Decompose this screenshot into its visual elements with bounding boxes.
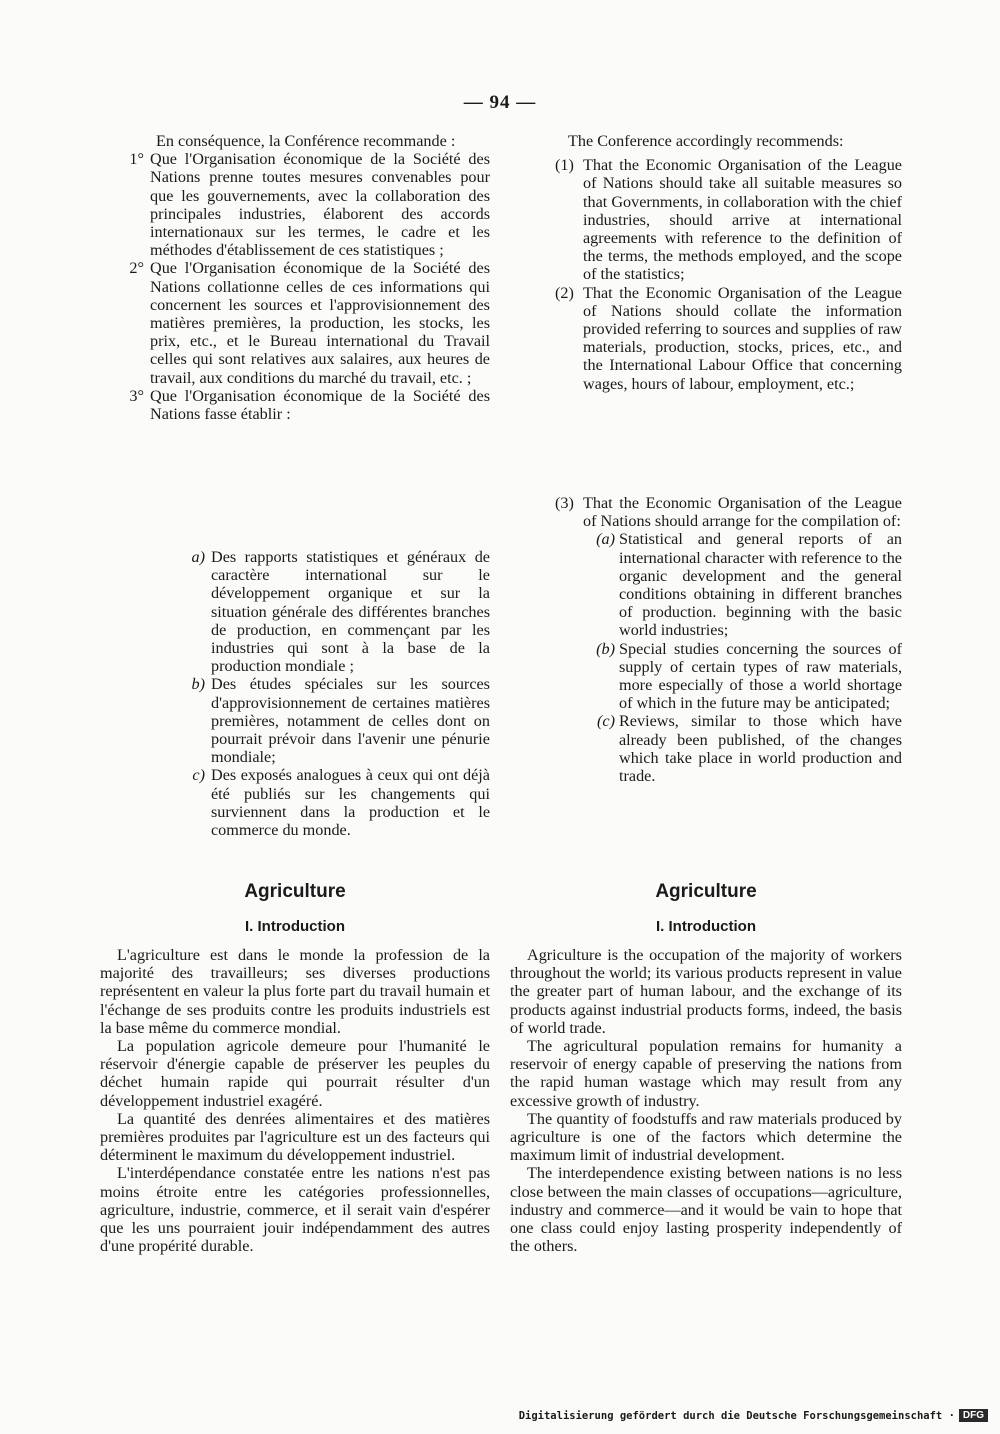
en-item-1 bbox=[510, 156, 902, 283]
fr-item-2 bbox=[100, 259, 490, 386]
en-section-heading: Agriculture bbox=[655, 881, 757, 902]
en-subitem-a bbox=[583, 530, 902, 639]
en-section-subheading: I. Introduction bbox=[656, 918, 756, 935]
fr-section-heading: Agriculture bbox=[244, 881, 346, 902]
en-paragraph: The quantity of foodstuffs and raw materials produced by agriculture is one of the factors which determine the maximum limit of industrial development. bbox=[510, 1109, 902, 1165]
fr-intro: En conséquence, la Conférence recommande : bbox=[156, 132, 456, 150]
fr-subitem-c bbox=[100, 766, 490, 839]
fr-item-text: Que l'Organisation économique de la Société des Nations prenne toutes mesures convenables pour que les gouvernements, avec la collaboration des principales industries, élaborent des accords internationaux sur les termes, le cadre et les méthodes d'établissement de ces statistiques ; bbox=[150, 150, 490, 260]
french-subitems bbox=[100, 548, 490, 839]
en-subitem-c bbox=[583, 712, 902, 785]
en-item-text: That the Economic Organisation of the League of Nations should arrange for the compilation of: bbox=[583, 494, 902, 531]
dfg-logo: DFG bbox=[959, 1409, 988, 1422]
fr-subitem-b bbox=[100, 675, 490, 766]
en-subitem-b bbox=[583, 640, 902, 713]
en-subitems bbox=[510, 530, 902, 785]
fr-item-text: Que l'Organisation économique de la Société des Nations fasse établir : bbox=[150, 386, 490, 424]
en-subitem-label: (c) bbox=[597, 712, 615, 731]
en-agriculture-text bbox=[510, 946, 902, 1255]
en-subitem-label: (a) bbox=[596, 530, 615, 549]
fr-paragraph: La quantité des denrées alimentaires et des matières premières produites par l'agriculture est un des facteurs qui déterminent le maximum du développement industriel. bbox=[100, 1109, 490, 1165]
fr-subitem-text: Des études spéciales sur les sources d'approvisionnement de certaines matières premières, notamment de celles dont on pourrait prévoir dans l'avenir une pénurie mondiale; bbox=[211, 675, 490, 767]
en-paragraph: The agricultural population remains for humanity a reservoir of energy capable of preserving the nations from the rapid human wastage which may result from any excessive growth of industry. bbox=[510, 1037, 902, 1110]
fr-item-3 bbox=[100, 387, 490, 423]
en-subitem-label: (b) bbox=[596, 639, 615, 658]
french-recommendations bbox=[100, 132, 490, 423]
en-item-2 bbox=[510, 284, 902, 393]
en-item-number: (2) bbox=[555, 283, 574, 302]
fr-paragraph: L'agriculture est dans le monde la profession de la majorité des travailleurs; ses diverses productions représentent en valeur la plus forte part du travail humain et l'échange de ses produits contre les produits industriels est la base même du commerce mondial. bbox=[100, 946, 490, 1037]
fr-subitem-a bbox=[100, 548, 490, 675]
fr-agriculture-text bbox=[100, 946, 490, 1255]
en-paragraph: Agriculture is the occupation of the majority of workers throughout the world; its various products represent in value the greater part of human labour, and the exchange of its products against industrial products forms, indeed, the basis of world trade. bbox=[510, 946, 902, 1037]
en-item-text: That the Economic Organisation of the League of Nations should collate the information provided referring to sources and supplies of raw materials, production, stocks, prices, etc., and the International Labour Office that concerning wages, hours of labour, employment, etc.; bbox=[583, 283, 902, 393]
page-number: — 94 — bbox=[463, 92, 537, 113]
fr-item-number: 1° bbox=[129, 150, 144, 169]
fr-subitem-text: Des rapports statistiques et généraux de caractère international sur le développement organique et sur la situation générale des différentes branches de production, en commençant par les industries qui sont à la base de la production mondiale ; bbox=[211, 548, 490, 676]
fr-paragraph: La population agricole demeure pour l'humanité le réservoir d'énergie capable de préserver les peuples du déchet humain rapide qui pourrait résulter d'un développement industriel exagéré. bbox=[100, 1037, 490, 1110]
en-item-number: (1) bbox=[555, 156, 574, 175]
fr-subitem-label: c) bbox=[192, 766, 205, 785]
fr-subitem-label: b) bbox=[191, 675, 205, 694]
en-item-number: (3) bbox=[555, 494, 574, 512]
fr-item-text: Que l'Organisation économique de la Société des Nations collationne celles de ces informations qui concernent les sources et l'approvisionnement des matières premières, la production, les stocks, les prix, etc., et le Bureau international du Travail celles qui sont relatives aux salaires, aux heures de travail, aux conditions du marché du travail, etc. ; bbox=[150, 259, 490, 387]
fr-subitem-label: a) bbox=[191, 548, 205, 566]
fr-item-number: 3° bbox=[129, 386, 144, 405]
en-item-text: That the Economic Organisation of the League of Nations should take all suitable measures so that Governments, in collaboration with the chief industries, should arrive at international agreements with reference to the definition of the terms, the methods employed, and the scope of the statistics; bbox=[583, 156, 902, 284]
english-recommendations bbox=[510, 132, 902, 393]
fr-section-subheading: I. Introduction bbox=[245, 918, 345, 935]
en-intro: The Conference accordingly recommends: bbox=[568, 132, 844, 150]
fr-item-1 bbox=[100, 150, 490, 259]
english-item-3-block bbox=[510, 494, 902, 785]
en-subitem-text: Statistical and general reports of an international character with reference to the organic development and the general conditions obtaining in different branches of production. beginning with the basic world industries; bbox=[619, 530, 902, 640]
footer-text: Digitalisierung gefördert durch die Deutsche Forschungsgemeinschaft · bbox=[518, 1409, 955, 1422]
fr-paragraph: L'interdépendance constatée entre les nations n'est pas moins étroite entre les catégories professionnelles, agriculture, industrie, commerce, et il serait vain d'espérer que les uns pourraient jouir indépendamment des autres d'une propérité durable. bbox=[100, 1164, 490, 1256]
en-subitem-text: Reviews, similar to those which have already been published, of the changes which take place in world production and trade. bbox=[619, 712, 902, 786]
digitization-footer bbox=[519, 1409, 988, 1422]
en-item-3 bbox=[510, 494, 902, 530]
en-paragraph: The interdependence existing between nations is no less close between the main classes of occupations—agriculture, industry and commerce—and it would be vain to hope that one class could enjoy lasting prosperity independently of the others. bbox=[510, 1164, 902, 1256]
fr-subitem-text: Des exposés analogues à ceux qui ont déjà été publiés sur les changements qui surviennent dans la production et le commerce du monde. bbox=[211, 766, 490, 840]
en-subitem-text: Special studies concerning the sources of supply of certain types of raw materials, more especially of those a world shortage of which in the future may be anticipated; bbox=[619, 639, 902, 713]
fr-item-number: 2° bbox=[129, 259, 144, 278]
